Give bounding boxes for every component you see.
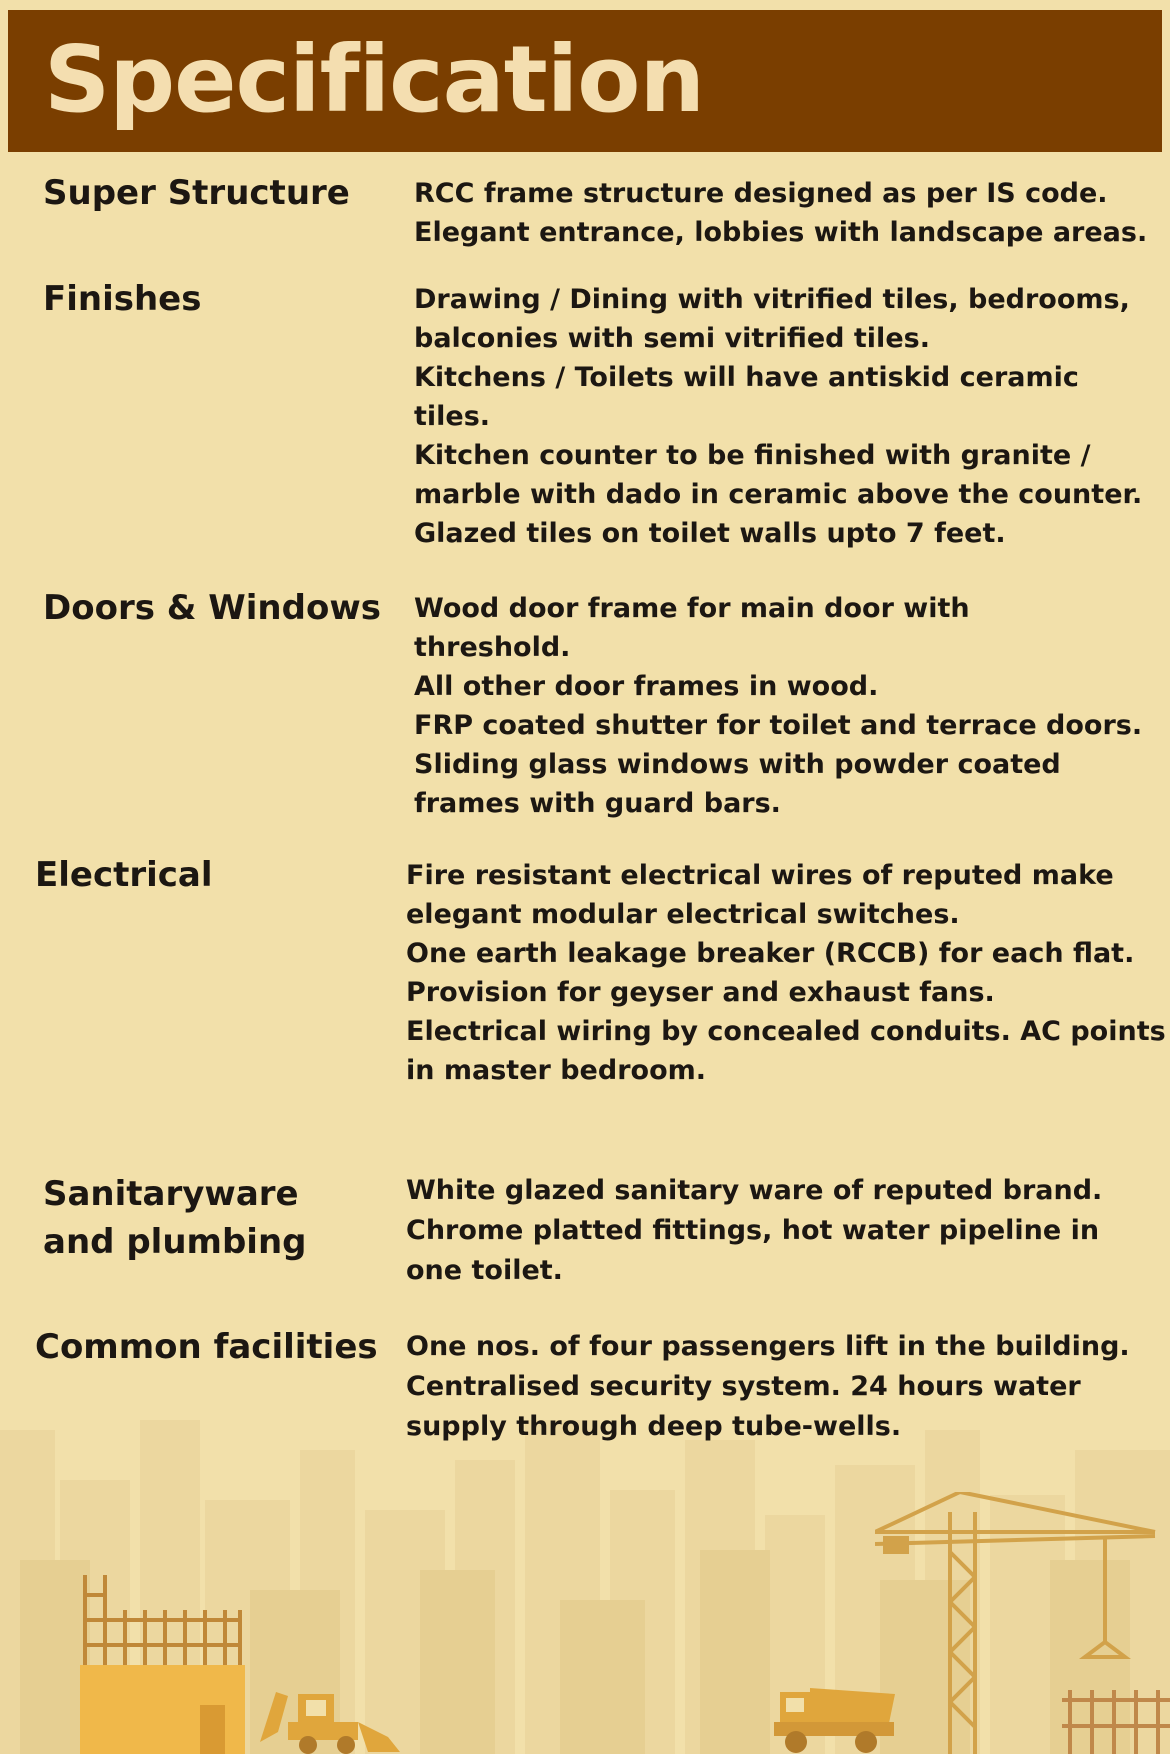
spec-line: Sliding glass windows with powder coated xyxy=(414,749,1061,780)
title-banner xyxy=(8,10,1162,152)
spec-line: Wood door frame for main door with xyxy=(414,593,970,624)
spec-line: Elegant entrance, lobbies with landscape areas. xyxy=(414,217,1148,248)
spec-label: Common facilities xyxy=(35,1327,378,1367)
spec-line: frames with guard bars. xyxy=(414,788,781,819)
spec-line: Kitchen counter to be finished with granite / xyxy=(414,440,1091,471)
spec-label: Electrical xyxy=(35,855,213,895)
spec-line: Fire resistant electrical wires of reputed make xyxy=(406,860,1114,891)
spec-line: marble with dado in ceramic above the counter. xyxy=(414,479,1143,510)
spec-label: Sanitaryware and plumbing xyxy=(43,1174,307,1262)
spec-description xyxy=(414,280,1170,553)
scaffold-building-icon xyxy=(80,1575,250,1754)
spec-line: Kitchens / Toilets will have antiskid ceramic xyxy=(414,362,1079,393)
spec-description xyxy=(414,174,1170,252)
spec-line: one toilet. xyxy=(406,1255,563,1286)
spec-line: Chrome platted fittings, hot water pipeline in xyxy=(406,1215,1100,1246)
spec-description xyxy=(406,1327,1170,1447)
spec-line: Glazed tiles on toilet walls upto 7 feet. xyxy=(414,518,1006,549)
spec-line: One earth leakage breaker (RCCB) for each flat. xyxy=(406,938,1135,969)
spec-line: FRP coated shutter for toilet and terrace doors. xyxy=(414,710,1143,741)
spec-line: Electrical wiring by concealed conduits. AC points xyxy=(406,1016,1166,1047)
spec-line: threshold. xyxy=(414,632,571,663)
fence-icon xyxy=(1062,1690,1170,1754)
spec-line: balconies with semi vitrified tiles. xyxy=(414,323,930,354)
spec-line: elegant modular electrical switches. xyxy=(406,899,960,930)
spec-line: RCC frame structure designed as per IS code. xyxy=(414,178,1108,209)
spec-line: White glazed sanitary ware of reputed brand. xyxy=(406,1175,1103,1206)
spec-line: All other door frames in wood. xyxy=(414,671,879,702)
page-title: Specification xyxy=(44,26,704,133)
spec-line: Drawing / Dining with vitrified tiles, bedrooms, xyxy=(414,284,1130,315)
spec-line: supply through deep tube-wells. xyxy=(406,1411,902,1442)
spec-line: One nos. of four passengers lift in the building. xyxy=(406,1331,1130,1362)
spec-line: in master bedroom. xyxy=(406,1055,707,1086)
spec-line: Provision for geyser and exhaust fans. xyxy=(406,977,995,1008)
spec-description xyxy=(406,1171,1170,1291)
spec-description xyxy=(406,856,1170,1090)
spec-description xyxy=(414,589,1170,823)
spec-label: Super Structure xyxy=(43,173,350,213)
spec-line: tiles. xyxy=(414,401,491,432)
spec-line: Centralised security system. 24 hours water xyxy=(406,1371,1081,1402)
spec-label: Finishes xyxy=(43,279,202,319)
excavator-icon xyxy=(258,1682,403,1754)
spec-label: Doors & Windows xyxy=(43,588,381,628)
